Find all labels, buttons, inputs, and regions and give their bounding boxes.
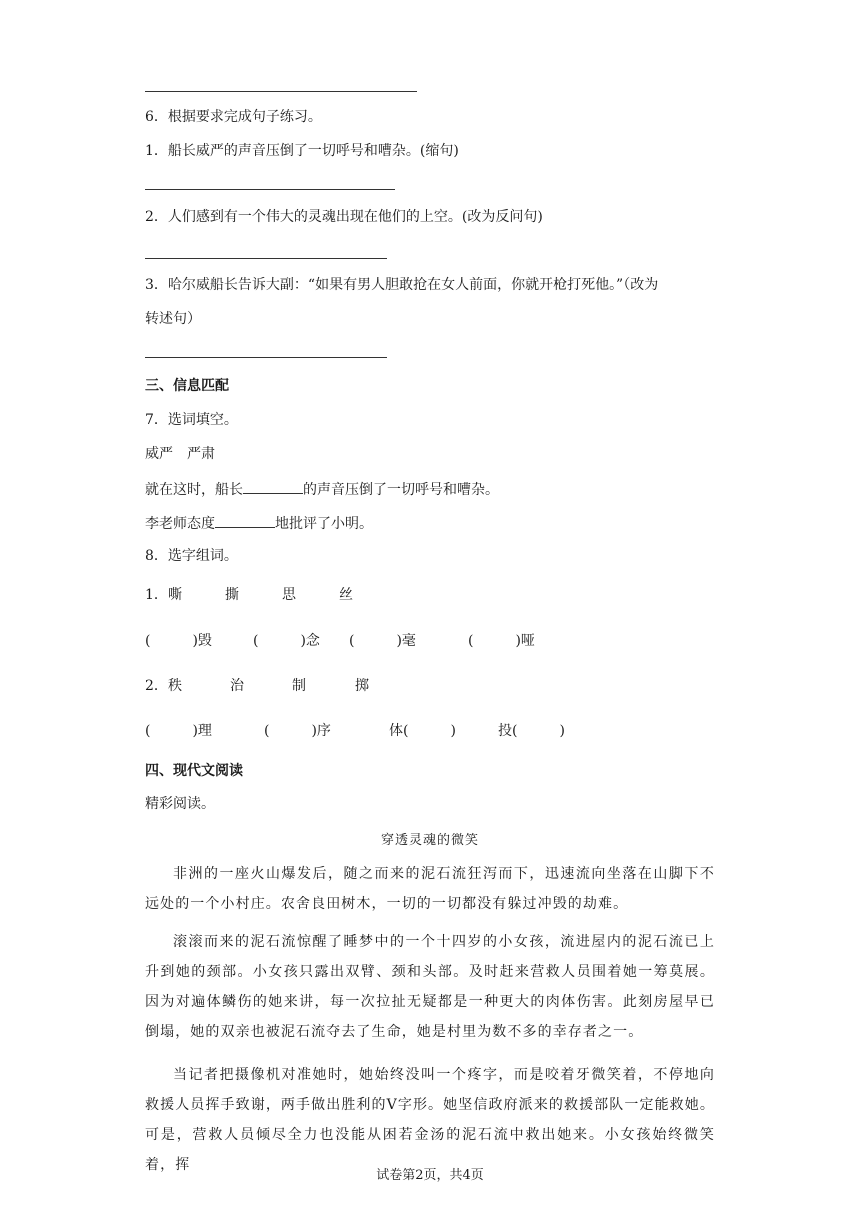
- q6-sentence-1: 1．船长威严的声音压倒了一切呼号和嘈杂。(缩句): [145, 143, 459, 159]
- q8-word-blank[interactable]: ( )念: [253, 633, 320, 649]
- passage-title: 穿透灵魂的微笑: [380, 833, 479, 848]
- q7-word-bank: 威严 严肃: [145, 446, 215, 462]
- q8-word-blank[interactable]: ( )哑: [468, 633, 535, 649]
- q8-word-blank[interactable]: ( )序: [264, 723, 331, 739]
- passage-paragraph: 非洲的一座火山爆发后，随之而来的泥石流狂泻而下，迅速流向坐落在山脚下不远处的一个小村庄。农舍良田树木，一切的一切都没有躲过冲毁的劫难。: [145, 866, 715, 912]
- section-intro: 精彩阅读。: [145, 796, 215, 812]
- page-footer: 试卷第2页，共4页: [376, 1168, 484, 1183]
- q8-char: 制: [292, 678, 306, 694]
- q6-sentence-3b: 转述句）: [145, 311, 201, 327]
- q7-s2-pre: 李老师态度: [145, 516, 215, 532]
- q8-word-blank[interactable]: 体( ): [389, 723, 456, 739]
- q8-char: 丝: [339, 587, 353, 603]
- q8-word-blank[interactable]: ( )毫: [349, 633, 416, 649]
- q7-s2-post: 地批评了小明。: [275, 516, 373, 532]
- answer-line[interactable]: [145, 189, 395, 190]
- q6-title: 6．根据要求完成句子练习。: [145, 109, 322, 125]
- q6-sentence-3a: 3．哈尔威船长告诉大副：“如果有男人胆敢抢在女人前面，你就开枪打死他。”（改为: [145, 277, 659, 293]
- q7-sentence-2: [145, 513, 373, 533]
- answer-line[interactable]: [145, 91, 417, 92]
- passage-paragraph: 滚滚而来的泥石流惊醒了睡梦中的一个十四岁的小女孩，流进屋内的泥石流已上升到她的颈部。小女孩只露出双臂、颈和头部。及时赶来营救人员围着她一筹莫展。因为对遍体鳞伤的她来讲，每一次拉扯无疑都是一种更大的肉体伤害。此刻房屋早已倒塌，她的双亲也被泥石流夺去了生命，她是村里为数不多的幸存者之一。: [145, 934, 715, 1040]
- fill-blank[interactable]: [243, 479, 303, 494]
- answer-line[interactable]: [145, 357, 387, 358]
- q8-char: 思: [282, 587, 296, 603]
- q7-sentence-1: [145, 479, 499, 499]
- q8-char: 掷: [355, 678, 369, 694]
- q8-char: 嘶: [168, 587, 182, 603]
- fill-blank[interactable]: [215, 513, 275, 528]
- q7-s1-post: 的声音压倒了一切呼号和嘈杂。: [303, 482, 499, 498]
- q8-word-blank[interactable]: ( )毁: [145, 633, 212, 649]
- q7-title: 7．选词填空。: [145, 412, 238, 428]
- q8-title: 8．选字组词。: [145, 548, 238, 564]
- q8-word-blank[interactable]: ( )理: [145, 723, 212, 739]
- q8-char: 秩: [168, 678, 182, 694]
- q6-sentence-2: 2．人们感到有一个伟大的灵魂出现在他们的上空。(改为反问句): [145, 209, 543, 225]
- q8-word-blank[interactable]: 投( ): [498, 723, 565, 739]
- q7-s1-pre: 就在这时，船长: [145, 482, 243, 498]
- q8-group1-number: 1．: [145, 587, 168, 603]
- q8-group2-number: 2．: [145, 678, 168, 694]
- passage-paragraph: 当记者把摄像机对准她时，她始终没叫一个疼字，而是咬着牙微笑着，不停地向救援人员挥手致谢，两手做出胜利的V字形。她坚信政府派来的救援部队一定能救她。可是，营救人员倾尽全力也没能从困若金汤的泥石流中救出她来。小女孩始终微笑着，挥: [145, 1067, 715, 1173]
- answer-line[interactable]: [145, 258, 387, 259]
- section-heading: 三、信息匹配: [145, 378, 229, 394]
- q8-char: 治: [230, 678, 244, 694]
- q8-char: 撕: [225, 587, 239, 603]
- section-heading: 四、现代文阅读: [145, 763, 243, 779]
